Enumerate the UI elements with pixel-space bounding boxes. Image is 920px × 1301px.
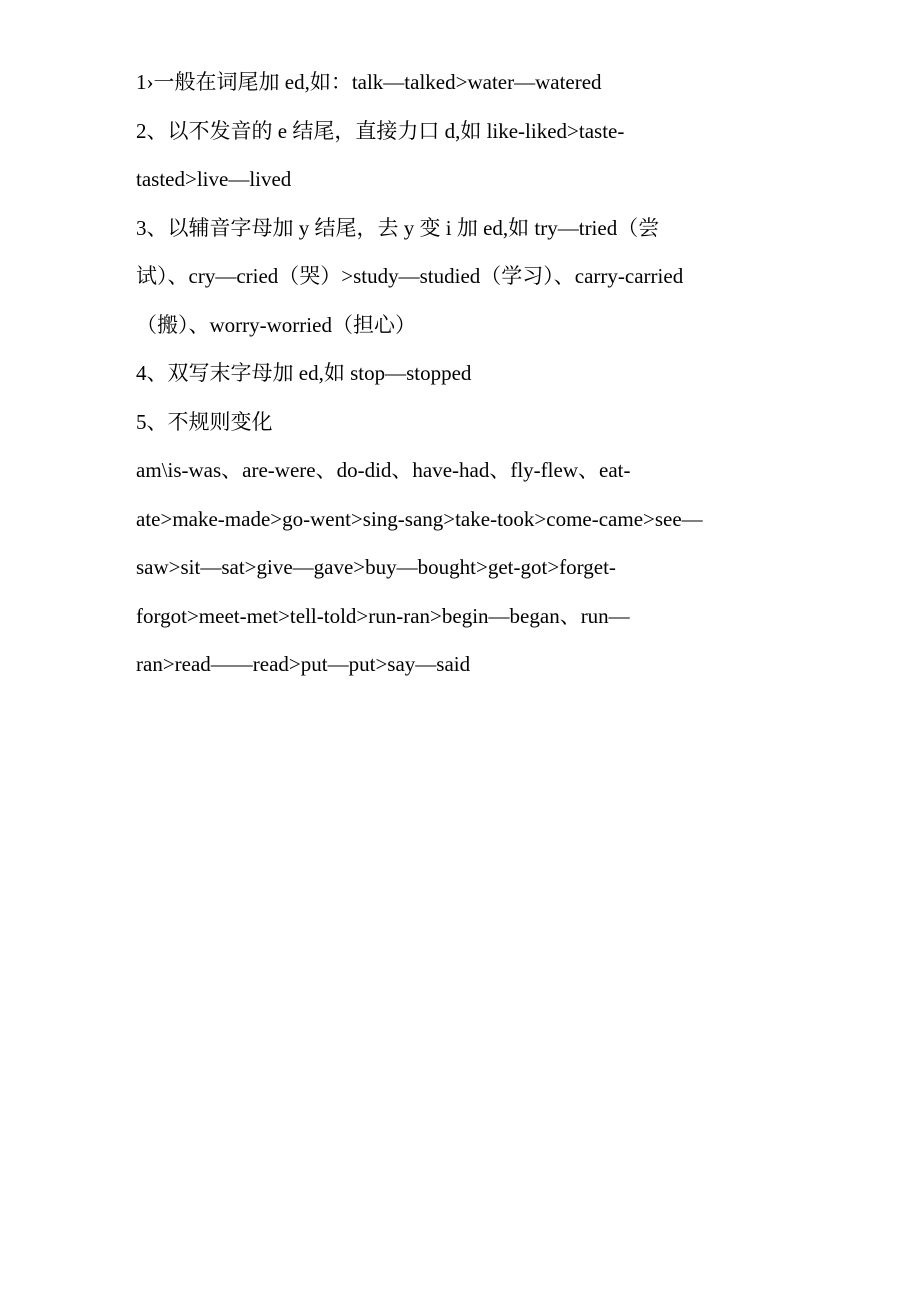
rule-5-heading: 5、不规则变化 xyxy=(136,409,273,434)
irregular-verbs-line-2: ate>make-made>go-went>sing-sang>take-took>come-came>see— xyxy=(136,506,703,531)
irregular-verbs-line-1: am\is-was、are-were、do-did、have-had、fly-flew、eat- xyxy=(136,458,631,482)
irregular-verbs-line-5: ran>read——read>put—put>say—said xyxy=(136,652,471,676)
rule-2-line: 2、以不发音的 e 结尾，直接力口 d,如 like-liked>taste- xyxy=(136,118,625,143)
rule-4-line: 4、双写末字母加 ed,如 stop—stopped xyxy=(136,361,472,385)
irregular-verbs-line-4: forgot>meet-met>tell-told>run-ran>begin—began、run— xyxy=(136,603,630,628)
rule-1-line: 1›一般在词尾加 ed,如：talk—talked>water—watered xyxy=(136,70,602,94)
irregular-verbs-line-3: saw>sit—sat>give—gave>buy—bought>get-got>forget- xyxy=(136,555,616,579)
rule-3-continuation-1: 试）、cry—cried（哭）>study—studied（学习）、carry-carried xyxy=(136,264,684,288)
rule-2-continuation: tasted>live—lived xyxy=(136,167,292,191)
document-body xyxy=(136,58,836,689)
rule-3-continuation-2: （搬）、worry-worried（担心） xyxy=(136,312,416,337)
rule-3-line: 3、以辅音字母加 y 结尾，去 y 变 i 加 ed,如 try—tried（尝 xyxy=(136,215,660,240)
